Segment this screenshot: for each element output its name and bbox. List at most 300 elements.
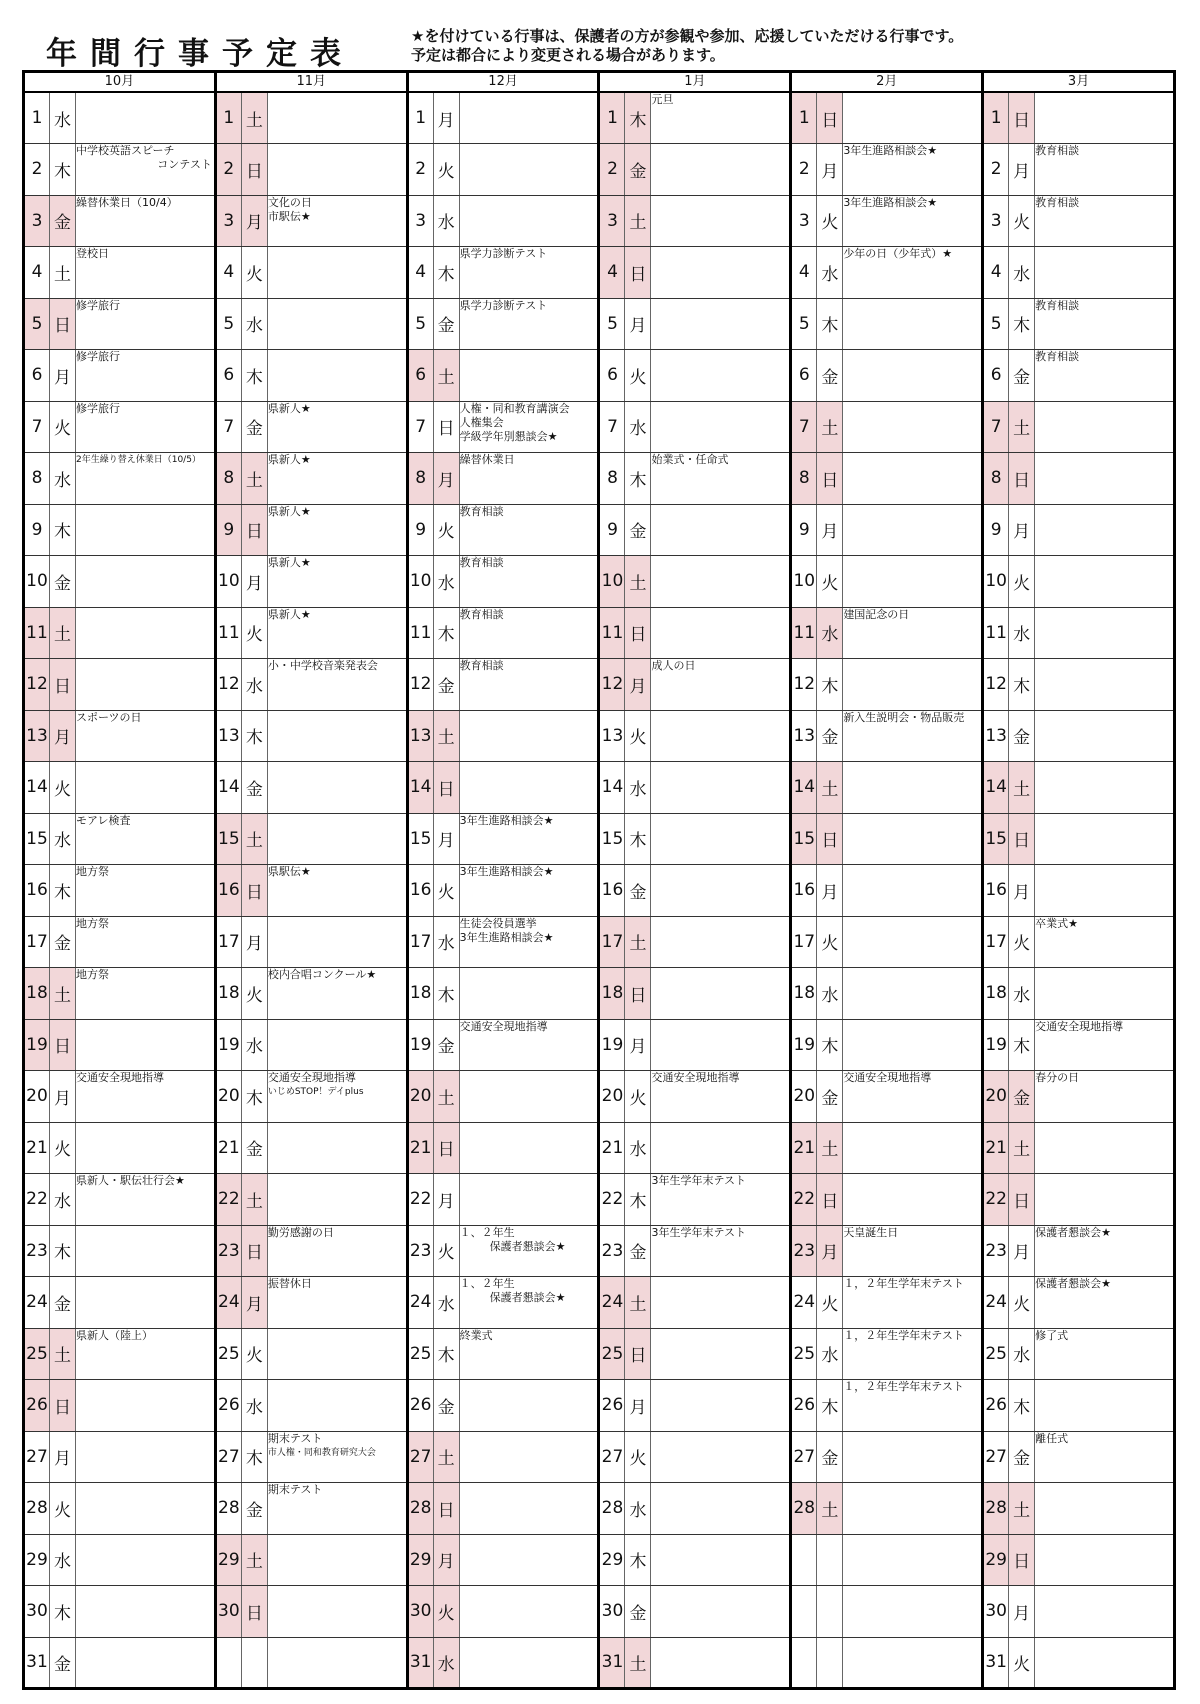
day-number: 15 (983, 813, 1009, 865)
day-number: 10 (599, 556, 625, 608)
day-number: 26 (791, 1380, 817, 1432)
event-text: 3年生学年末テスト (651, 1174, 747, 1187)
day-number (791, 1637, 817, 1689)
event-cell (843, 762, 983, 814)
day-number: 15 (599, 813, 625, 865)
event-cell (843, 1277, 983, 1329)
event-cell (267, 607, 407, 659)
day-number: 18 (24, 968, 50, 1020)
day-number: 23 (599, 1225, 625, 1277)
event-cell (651, 453, 791, 505)
event-cell (843, 556, 983, 608)
weekday: 水 (1009, 968, 1035, 1020)
day-number: 19 (599, 1019, 625, 1071)
event-cell (843, 813, 983, 865)
event-cell (651, 247, 791, 299)
event-cell (651, 350, 791, 402)
weekday: 火 (1009, 916, 1035, 968)
event-cell (843, 144, 983, 196)
event-cell (76, 144, 216, 196)
weekday: 月 (1009, 504, 1035, 556)
weekday: 火 (817, 1277, 843, 1329)
event-cell (459, 865, 599, 917)
event-text: 終業式 (459, 1328, 493, 1342)
day-number: 16 (599, 865, 625, 917)
day-number: 27 (215, 1431, 241, 1483)
weekday: 木 (50, 1225, 76, 1277)
event-cell (651, 1380, 791, 1432)
event-cell (76, 607, 216, 659)
weekday: 土 (625, 916, 651, 968)
event-cell (76, 1483, 216, 1535)
table-row (24, 453, 1175, 505)
weekday: 金 (433, 659, 459, 711)
month-header: 2月 (791, 72, 983, 93)
weekday: 月 (433, 813, 459, 865)
weekday: 木 (817, 1019, 843, 1071)
event-text: 県新人（陸上） (76, 1328, 153, 1342)
event-cell (843, 1174, 983, 1226)
event-cell (1035, 453, 1175, 505)
weekday: 月 (625, 659, 651, 711)
weekday: 木 (433, 247, 459, 299)
weekday (817, 1586, 843, 1638)
event-text: 3年生進路相談会★ (459, 930, 554, 944)
weekday: 日 (817, 813, 843, 865)
event-cell (1035, 762, 1175, 814)
event-text: 保護者懇談会★ (1035, 1225, 1112, 1239)
table-row (24, 1174, 1175, 1226)
weekday: 日 (433, 762, 459, 814)
weekday: 日 (241, 1225, 267, 1277)
event-cell (1035, 195, 1175, 247)
page-title: 年間行事予定表 (46, 36, 354, 72)
weekday: 木 (817, 659, 843, 711)
event-text: 登校日 (76, 247, 109, 260)
weekday: 土 (625, 556, 651, 608)
day-number: 16 (407, 865, 433, 917)
day-number: 2 (215, 144, 241, 196)
weekday: 金 (625, 1225, 651, 1277)
weekday: 金 (433, 298, 459, 350)
event-text: 県新人★ (267, 607, 311, 621)
event-cell (459, 1328, 599, 1380)
event-text: 建国記念の日 (843, 607, 910, 621)
event-cell (843, 1431, 983, 1483)
weekday: 日 (817, 453, 843, 505)
day-number: 25 (599, 1328, 625, 1380)
event-cell (843, 401, 983, 453)
event-text: 3年生進路相談会★ (459, 813, 554, 827)
event-cell (76, 556, 216, 608)
day-number: 23 (407, 1225, 433, 1277)
day-number: 21 (791, 1122, 817, 1174)
event-cell (843, 92, 983, 144)
day-number: 25 (791, 1328, 817, 1380)
weekday: 水 (817, 247, 843, 299)
day-number: 26 (983, 1380, 1009, 1432)
day-number: 26 (24, 1380, 50, 1432)
day-number: 25 (215, 1328, 241, 1380)
day-number: 31 (407, 1637, 433, 1689)
day-number: 27 (24, 1431, 50, 1483)
weekday: 木 (433, 968, 459, 1020)
weekday: 金 (817, 350, 843, 402)
weekday: 木 (241, 1431, 267, 1483)
event-text: 3年生進路相談会★ (843, 144, 938, 157)
weekday: 木 (50, 504, 76, 556)
weekday: 月 (817, 504, 843, 556)
weekday: 日 (50, 659, 76, 711)
event-text: 交通安全現地指導 (1035, 1019, 1124, 1033)
event-text: 県新人★ (267, 401, 311, 415)
event-cell (651, 1277, 791, 1329)
weekday: 水 (625, 1122, 651, 1174)
event-cell (459, 1071, 599, 1123)
day-number: 21 (215, 1122, 241, 1174)
day-number: 20 (983, 1071, 1009, 1123)
event-cell (1035, 1019, 1175, 1071)
weekday: 日 (433, 1122, 459, 1174)
event-cell (76, 710, 216, 762)
day-number: 11 (599, 607, 625, 659)
event-cell (1035, 607, 1175, 659)
weekday: 水 (817, 607, 843, 659)
day-number: 6 (791, 350, 817, 402)
event-text: 始業式・任命式 (651, 453, 729, 466)
weekday: 土 (241, 1174, 267, 1226)
day-number: 13 (599, 710, 625, 762)
weekday: 月 (625, 1380, 651, 1432)
event-cell (76, 247, 216, 299)
event-text: １，２年生学年末テスト (843, 1380, 964, 1393)
day-number (791, 1534, 817, 1586)
event-cell (76, 1174, 216, 1226)
annual-calendar-table (22, 70, 1176, 1690)
weekday: 金 (625, 504, 651, 556)
event-text: 3年生学年末テスト (651, 1225, 747, 1239)
weekday: 金 (50, 195, 76, 247)
day-number: 3 (407, 195, 433, 247)
event-cell (267, 350, 407, 402)
day-number: 16 (215, 865, 241, 917)
day-number: 18 (599, 968, 625, 1020)
event-text: いじめSTOP！デイplus (267, 1087, 364, 1097)
event-cell (843, 1534, 983, 1586)
day-number: 30 (24, 1586, 50, 1638)
event-cell (76, 813, 216, 865)
event-cell (76, 1225, 216, 1277)
weekday: 水 (433, 1277, 459, 1329)
event-cell (1035, 298, 1175, 350)
day-number: 5 (599, 298, 625, 350)
day-number: 17 (24, 916, 50, 968)
table-row (24, 916, 1175, 968)
weekday: 木 (433, 1328, 459, 1380)
weekday: 木 (50, 144, 76, 196)
day-number: 17 (983, 916, 1009, 968)
weekday: 火 (1009, 1277, 1035, 1329)
event-text: 中学校英語スピーチ (76, 144, 175, 157)
weekday: 火 (625, 350, 651, 402)
day-number: 1 (791, 92, 817, 144)
weekday: 火 (50, 1483, 76, 1535)
day-number: 17 (791, 916, 817, 968)
event-cell (459, 1431, 599, 1483)
weekday: 水 (241, 1380, 267, 1432)
day-number: 4 (24, 247, 50, 299)
day-number: 26 (407, 1380, 433, 1432)
weekday: 火 (50, 762, 76, 814)
weekday: 火 (817, 195, 843, 247)
weekday: 水 (50, 453, 76, 505)
day-number: 13 (791, 710, 817, 762)
table-row (24, 813, 1175, 865)
weekday: 土 (241, 92, 267, 144)
event-cell (459, 659, 599, 711)
weekday: 月 (50, 1071, 76, 1123)
day-number: 29 (407, 1534, 433, 1586)
day-number: 13 (983, 710, 1009, 762)
weekday: 水 (625, 1483, 651, 1535)
event-cell (651, 1483, 791, 1535)
day-number: 8 (24, 453, 50, 505)
day-number: 9 (24, 504, 50, 556)
event-cell (267, 144, 407, 196)
weekday: 日 (625, 247, 651, 299)
event-text: 県駅伝★ (267, 865, 311, 878)
day-number: 28 (791, 1483, 817, 1535)
weekday: 土 (433, 1071, 459, 1123)
month-header: 12月 (407, 72, 599, 93)
weekday: 火 (433, 144, 459, 196)
event-cell (1035, 247, 1175, 299)
weekday: 月 (241, 916, 267, 968)
month-header-row (24, 72, 1175, 93)
weekday: 日 (817, 1174, 843, 1226)
day-number: 7 (983, 401, 1009, 453)
day-number: 1 (24, 92, 50, 144)
day-number: 16 (983, 865, 1009, 917)
event-cell (651, 1071, 791, 1123)
day-number: 30 (599, 1586, 625, 1638)
event-cell (267, 1174, 407, 1226)
weekday: 火 (817, 916, 843, 968)
day-number: 11 (983, 607, 1009, 659)
event-cell (651, 92, 791, 144)
weekday: 水 (1009, 607, 1035, 659)
event-cell (76, 195, 216, 247)
event-text: 人権・同和教育講演会 (459, 401, 570, 415)
event-cell (267, 1122, 407, 1174)
day-number: 5 (983, 298, 1009, 350)
day-number: 10 (215, 556, 241, 608)
event-cell (76, 916, 216, 968)
table-row (24, 1225, 1175, 1277)
day-number: 3 (215, 195, 241, 247)
day-number: 4 (599, 247, 625, 299)
event-cell (1035, 1174, 1175, 1226)
event-cell (651, 968, 791, 1020)
table-row (24, 401, 1175, 453)
day-number: 10 (24, 556, 50, 608)
event-text: 学級学年別懇談会★ (459, 429, 558, 443)
table-row (24, 247, 1175, 299)
event-cell (459, 556, 599, 608)
event-cell (651, 195, 791, 247)
event-text: 教育相談 (1035, 195, 1080, 209)
weekday: 土 (625, 195, 651, 247)
day-number: 2 (791, 144, 817, 196)
weekday: 火 (50, 401, 76, 453)
weekday (817, 1534, 843, 1586)
weekday: 木 (241, 710, 267, 762)
table-row (24, 1019, 1175, 1071)
event-cell (843, 968, 983, 1020)
event-text: スポーツの日 (76, 710, 142, 724)
day-number: 10 (791, 556, 817, 608)
day-number: 3 (599, 195, 625, 247)
event-cell (459, 1174, 599, 1226)
weekday: 土 (433, 710, 459, 762)
event-cell (651, 1637, 791, 1689)
event-cell (651, 1328, 791, 1380)
weekday: 月 (50, 710, 76, 762)
event-cell (459, 1637, 599, 1689)
event-cell (267, 453, 407, 505)
event-cell (843, 350, 983, 402)
day-number: 19 (983, 1019, 1009, 1071)
day-number: 9 (983, 504, 1009, 556)
weekday: 水 (241, 659, 267, 711)
event-cell (1035, 1586, 1175, 1638)
event-text: 地方祭 (76, 968, 109, 981)
day-number: 14 (791, 762, 817, 814)
weekday: 金 (50, 1637, 76, 1689)
event-cell (843, 710, 983, 762)
event-cell (1035, 659, 1175, 711)
event-text: 交通安全現地指導 (843, 1071, 932, 1084)
day-number: 2 (599, 144, 625, 196)
table-row (24, 1534, 1175, 1586)
event-cell (1035, 144, 1175, 196)
day-number: 12 (407, 659, 433, 711)
table-row (24, 762, 1175, 814)
event-cell (1035, 968, 1175, 1020)
event-text: 交通安全現地指導 (267, 1071, 356, 1084)
day-number: 28 (983, 1483, 1009, 1535)
event-cell (267, 298, 407, 350)
weekday: 金 (1009, 1431, 1035, 1483)
event-cell (76, 1431, 216, 1483)
event-cell (1035, 350, 1175, 402)
day-number: 19 (407, 1019, 433, 1071)
event-cell (267, 968, 407, 1020)
day-number: 22 (791, 1174, 817, 1226)
event-cell (267, 195, 407, 247)
day-number (215, 1637, 241, 1689)
month-header: 1月 (599, 72, 791, 93)
event-cell (459, 813, 599, 865)
weekday: 土 (50, 968, 76, 1020)
weekday: 金 (817, 1431, 843, 1483)
event-cell (1035, 1637, 1175, 1689)
day-number: 24 (215, 1277, 241, 1329)
event-text: 交通安全現地指導 (76, 1071, 164, 1084)
event-text: 修了式 (1035, 1328, 1069, 1342)
weekday: 日 (625, 968, 651, 1020)
day-number: 5 (215, 298, 241, 350)
event-cell (843, 195, 983, 247)
event-cell (76, 298, 216, 350)
day-number: 16 (24, 865, 50, 917)
event-text: 市駅伝★ (267, 209, 311, 223)
event-cell (1035, 1380, 1175, 1432)
table-row (24, 144, 1175, 196)
day-number: 4 (407, 247, 433, 299)
month-header: 10月 (24, 72, 216, 93)
weekday: 木 (625, 1534, 651, 1586)
event-cell (1035, 1277, 1175, 1329)
weekday: 土 (1009, 401, 1035, 453)
weekday: 水 (433, 556, 459, 608)
weekday: 金 (817, 1071, 843, 1123)
event-cell (459, 1019, 599, 1071)
weekday: 水 (50, 813, 76, 865)
table-row (24, 1071, 1175, 1123)
event-text: 教育相談 (459, 556, 504, 569)
weekday: 火 (433, 1586, 459, 1638)
day-number: 14 (599, 762, 625, 814)
weekday: 水 (433, 1637, 459, 1689)
day-number: 21 (407, 1122, 433, 1174)
weekday: 土 (625, 1277, 651, 1329)
event-cell (267, 916, 407, 968)
day-number: 8 (599, 453, 625, 505)
weekday: 月 (625, 298, 651, 350)
table-row (24, 607, 1175, 659)
weekday: 土 (817, 762, 843, 814)
weekday: 土 (817, 1122, 843, 1174)
event-cell (651, 1431, 791, 1483)
weekday: 木 (1009, 659, 1035, 711)
event-cell (267, 401, 407, 453)
day-number: 7 (791, 401, 817, 453)
day-number: 12 (983, 659, 1009, 711)
table-row (24, 298, 1175, 350)
event-cell (76, 453, 216, 505)
weekday: 日 (1009, 453, 1035, 505)
day-number: 21 (983, 1122, 1009, 1174)
day-number: 25 (407, 1328, 433, 1380)
event-cell (651, 865, 791, 917)
event-text: 元旦 (651, 93, 674, 106)
weekday: 土 (241, 813, 267, 865)
event-cell (267, 1071, 407, 1123)
event-text: 勤労感謝の日 (267, 1225, 334, 1239)
event-cell (651, 556, 791, 608)
day-number: 1 (407, 92, 433, 144)
day-number: 29 (599, 1534, 625, 1586)
day-number: 6 (983, 350, 1009, 402)
weekday: 火 (817, 556, 843, 608)
event-text: 天皇誕生日 (843, 1225, 899, 1239)
event-cell (76, 762, 216, 814)
event-text: １、２年生 (459, 1277, 515, 1290)
event-cell (267, 1380, 407, 1432)
weekday: 水 (817, 1328, 843, 1380)
event-text: 保護者懇談会★ (489, 1291, 566, 1304)
